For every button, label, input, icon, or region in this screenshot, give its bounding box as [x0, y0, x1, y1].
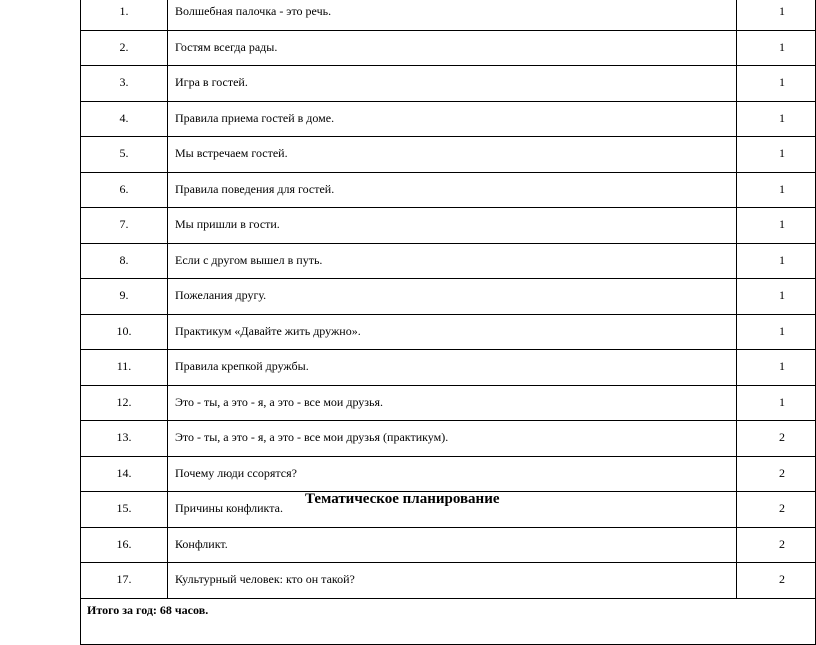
row-hours: 1 [737, 137, 816, 173]
lesson-table [80, 0, 816, 645]
table-row [81, 66, 816, 102]
row-number: 11. [81, 350, 168, 386]
row-title: Правила приема гостей в доме. [168, 101, 737, 137]
table-row [81, 350, 816, 386]
row-number: 6. [81, 172, 168, 208]
row-hours: 2 [737, 421, 816, 457]
row-hours: 1 [737, 208, 816, 244]
total-row [81, 598, 816, 644]
row-number: 8. [81, 243, 168, 279]
row-hours: 1 [737, 385, 816, 421]
table-row [81, 0, 816, 30]
row-hours: 1 [737, 30, 816, 66]
table-row [81, 527, 816, 563]
row-hours: 1 [737, 101, 816, 137]
row-title: Почему люди ссорятся? [168, 456, 737, 492]
row-hours: 2 [737, 527, 816, 563]
table-row [81, 421, 816, 457]
row-number: 9. [81, 279, 168, 315]
table-row [81, 385, 816, 421]
row-number: 12. [81, 385, 168, 421]
row-title: Это - ты, а это - я, а это - все мои друзья. [168, 385, 737, 421]
lesson-table-body [81, 0, 816, 644]
row-hours: 1 [737, 243, 816, 279]
row-title: Волшебная палочка - это речь. [168, 0, 737, 30]
row-number: 1. [81, 0, 168, 30]
table-row [81, 243, 816, 279]
table-row [81, 279, 816, 315]
row-hours: 1 [737, 66, 816, 102]
row-title: Правила поведения для гостей. [168, 172, 737, 208]
table-row [81, 30, 816, 66]
row-hours: 1 [737, 172, 816, 208]
table-row [81, 563, 816, 599]
row-number: 16. [81, 527, 168, 563]
row-number: 2. [81, 30, 168, 66]
row-number: 10. [81, 314, 168, 350]
table-row [81, 456, 816, 492]
table-row [81, 208, 816, 244]
row-hours: 1 [737, 350, 816, 386]
row-number: 17. [81, 563, 168, 599]
row-title: Это - ты, а это - я, а это - все мои друзья (практикум). [168, 421, 737, 457]
row-title: Конфликт. [168, 527, 737, 563]
row-hours: 2 [737, 563, 816, 599]
row-title: Пожелания другу. [168, 279, 737, 315]
row-number: 7. [81, 208, 168, 244]
row-number: 15. [81, 492, 168, 528]
table-row [81, 137, 816, 173]
row-number: 5. [81, 137, 168, 173]
row-number: 3. [81, 66, 168, 102]
row-hours: 1 [737, 0, 816, 30]
row-title: Если с другом вышел в путь. [168, 243, 737, 279]
row-title: Практикум «Давайте жить дружно». [168, 314, 737, 350]
row-title: Культурный человек: кто он такой? [168, 563, 737, 599]
total-text: Итого за год: 68 часов. [81, 598, 816, 644]
row-title: Мы пришли в гости. [168, 208, 737, 244]
row-hours: 1 [737, 279, 816, 315]
row-title: Мы встречаем гостей. [168, 137, 737, 173]
table-row [81, 101, 816, 137]
row-title: Причины конфликта. [168, 492, 737, 528]
table-row [81, 172, 816, 208]
row-title: Игра в гостей. [168, 66, 737, 102]
row-hours: 2 [737, 456, 816, 492]
row-title: Правила крепкой дружбы. [168, 350, 737, 386]
row-number: 4. [81, 101, 168, 137]
row-number: 14. [81, 456, 168, 492]
table-row [81, 314, 816, 350]
row-hours: 1 [737, 314, 816, 350]
row-hours: 2 [737, 492, 816, 528]
section-heading: Тематическое планирование [305, 491, 500, 507]
row-title: Гостям всегда рады. [168, 30, 737, 66]
row-number: 13. [81, 421, 168, 457]
